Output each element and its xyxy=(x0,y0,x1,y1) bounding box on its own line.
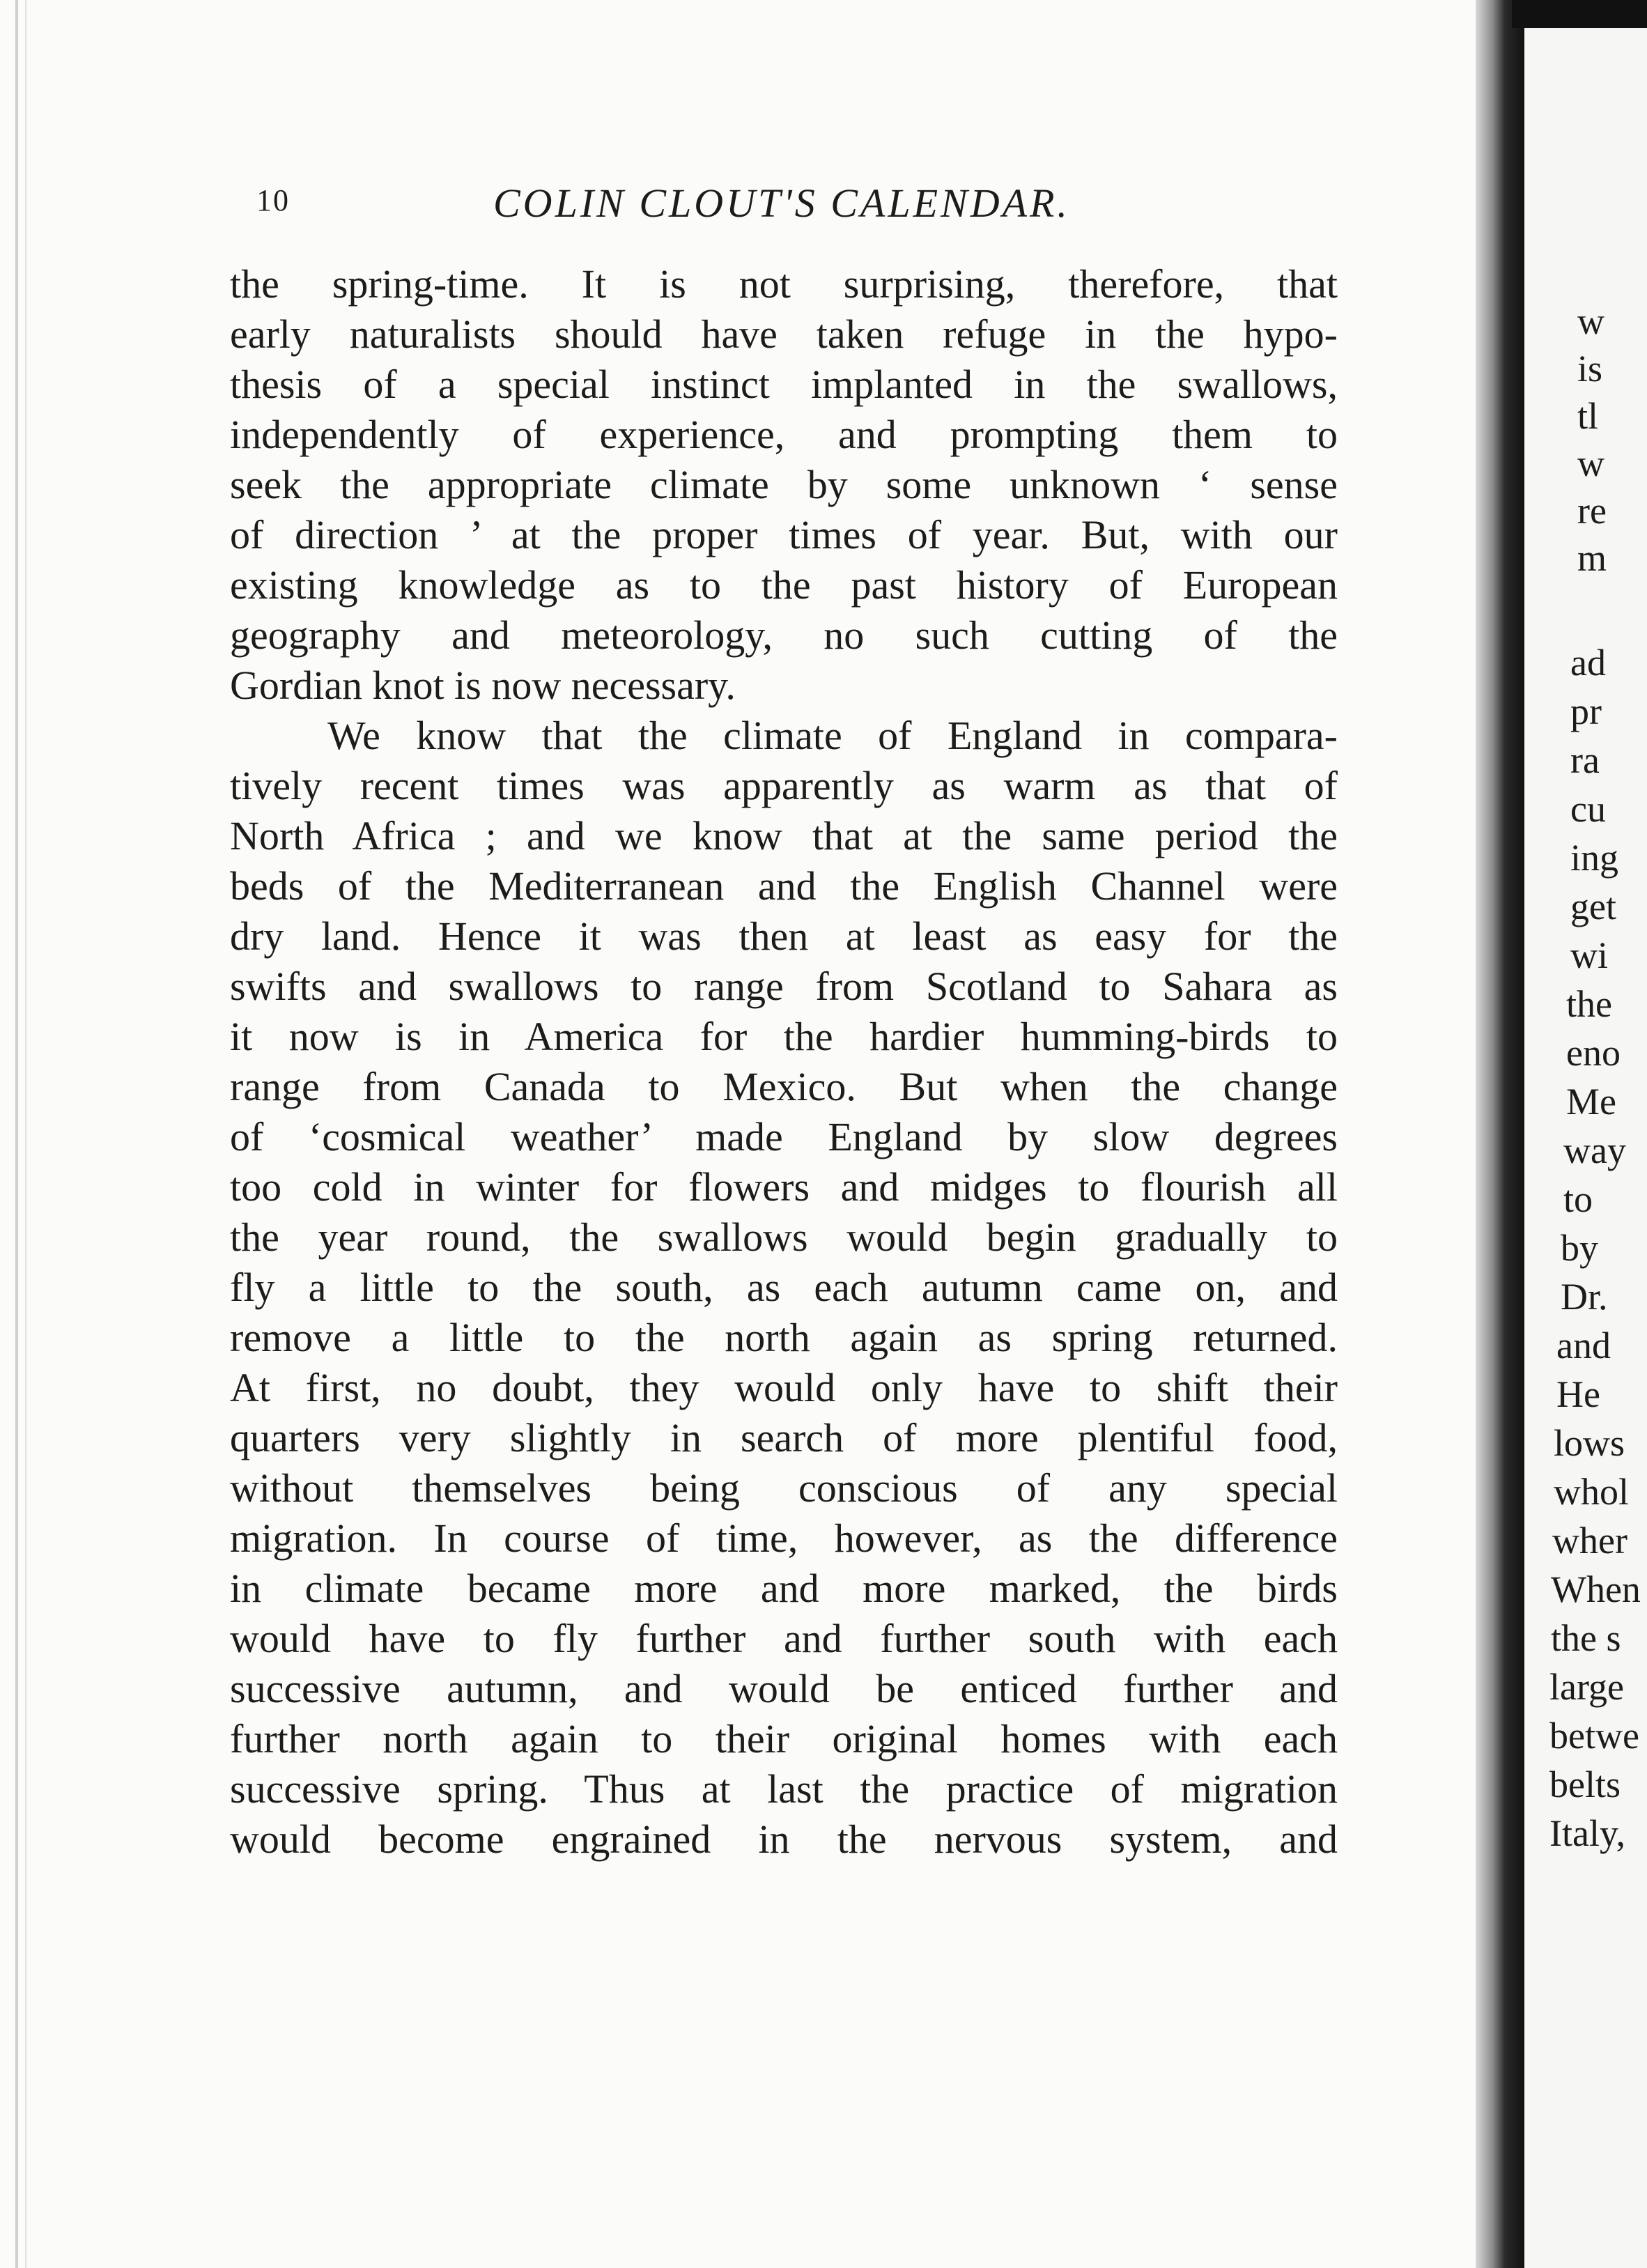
text-line: would have to fly further and further south with each xyxy=(230,1616,1338,1661)
right-fragment: by xyxy=(1561,1227,1598,1269)
text-line: We know that the climate of England in compara- xyxy=(327,713,1338,758)
text-line: successive autumn, and would be enticed further and xyxy=(230,1666,1338,1711)
right-fragment: re xyxy=(1577,490,1607,532)
page-edge-line-inner xyxy=(25,0,26,2268)
text-line: too cold in winter for flowers and midges to flourish all xyxy=(230,1164,1338,1210)
right-fragment: ra xyxy=(1570,739,1600,781)
text-line: in climate became more and more marked, the birds xyxy=(230,1566,1338,1611)
page-edge-line xyxy=(15,0,18,2268)
right-fragment: and xyxy=(1556,1325,1611,1366)
scan-border xyxy=(1512,0,1647,28)
right-fragment: large xyxy=(1549,1666,1624,1708)
text-line: the spring-time. It is not surprising, therefore, that xyxy=(230,261,1338,307)
text-line: early naturalists should have taken refuge in the hypo- xyxy=(230,311,1338,357)
right-fragment: belts xyxy=(1549,1764,1621,1805)
right-fragment: ad xyxy=(1570,642,1606,684)
right-fragment: w xyxy=(1577,300,1605,342)
text-line: geography and meteorology, no such cutting of the xyxy=(230,612,1338,658)
text-line: existing knowledge as to the past history of European xyxy=(230,562,1338,608)
right-fragment: way xyxy=(1563,1129,1626,1171)
right-fragment: wi xyxy=(1570,934,1608,976)
text-line: further north again to their original homes with each xyxy=(230,1716,1338,1761)
body-text xyxy=(230,259,1338,1865)
right-fragment: lows xyxy=(1554,1422,1625,1464)
text-line: quarters very slightly in search of more plentiful food, xyxy=(230,1415,1338,1460)
right-page-fragment xyxy=(1524,28,1647,2268)
right-fragment: is xyxy=(1577,348,1603,389)
right-fragment: tl xyxy=(1577,395,1599,437)
text-line: beds of the Mediterranean and the English Channel were xyxy=(230,863,1338,909)
text-line: At first, no doubt, they would only have to shift their xyxy=(230,1365,1338,1410)
text-line: successive spring. Thus at last the practice of migration xyxy=(230,1766,1338,1812)
text-line: dry land. Hence it was then at least as easy for the xyxy=(230,913,1338,959)
text-line: of direction ’ at the proper times of year. But, with our xyxy=(230,512,1338,557)
right-fragment: cu xyxy=(1570,788,1606,830)
right-fragment: He xyxy=(1556,1373,1600,1415)
text-line: independently of experience, and prompting them to xyxy=(230,412,1338,457)
right-fragment: Me xyxy=(1566,1081,1616,1123)
right-fragment: m xyxy=(1577,537,1607,579)
right-fragment: When xyxy=(1551,1568,1641,1610)
right-fragment: whol xyxy=(1554,1471,1629,1513)
text-line: without themselves being conscious of any special xyxy=(230,1465,1338,1511)
right-fragment: get xyxy=(1570,886,1616,927)
text-line: would become engrained in the nervous system, and xyxy=(230,1816,1338,1862)
right-fragment: pr xyxy=(1570,691,1602,732)
right-fragment: eno xyxy=(1566,1032,1621,1074)
text-line: the year round, the swallows would begin gradually to xyxy=(230,1214,1338,1260)
text-line: of ‘cosmical weather’ made England by slow degrees xyxy=(230,1114,1338,1159)
text-line: it now is in America for the hardier humming-birds to xyxy=(230,1014,1338,1059)
right-fragment: to xyxy=(1563,1178,1593,1220)
book-gutter xyxy=(1476,0,1524,2268)
text-line: tively recent times was apparently as warm as that of xyxy=(230,763,1338,808)
text-line: remove a little to the north again as spring returned. xyxy=(230,1315,1338,1360)
right-fragment: ing xyxy=(1570,837,1619,879)
right-fragment: betwe xyxy=(1549,1715,1639,1757)
right-fragment: the s xyxy=(1551,1617,1621,1659)
page-number: 10 xyxy=(256,183,290,217)
text-line: fly a little to the south, as each autumn came on, and xyxy=(230,1265,1338,1310)
text-line: migration. In course of time, however, as the difference xyxy=(230,1515,1338,1561)
text-line: seek the appropriate climate by some unknown ‘ sense xyxy=(230,462,1338,507)
right-fragment: Dr. xyxy=(1561,1276,1608,1318)
running-title: COLIN CLOUT'S CALENDAR. xyxy=(493,180,1070,226)
running-head xyxy=(256,180,1106,236)
right-fragment: Italy, xyxy=(1549,1812,1625,1854)
text-line: Gordian knot is now necessary. xyxy=(230,663,736,708)
text-line: thesis of a special instinct implanted in the swallows, xyxy=(230,362,1338,407)
text-line: range from Canada to Mexico. But when the change xyxy=(230,1064,1338,1109)
right-fragment: the xyxy=(1566,983,1612,1025)
right-fragment: w xyxy=(1577,442,1605,484)
text-line: North Africa ; and we know that at the same period the xyxy=(230,813,1338,858)
text-line: swifts and swallows to range from Scotland to Sahara as xyxy=(230,964,1338,1009)
right-fragment: wher xyxy=(1552,1520,1627,1561)
